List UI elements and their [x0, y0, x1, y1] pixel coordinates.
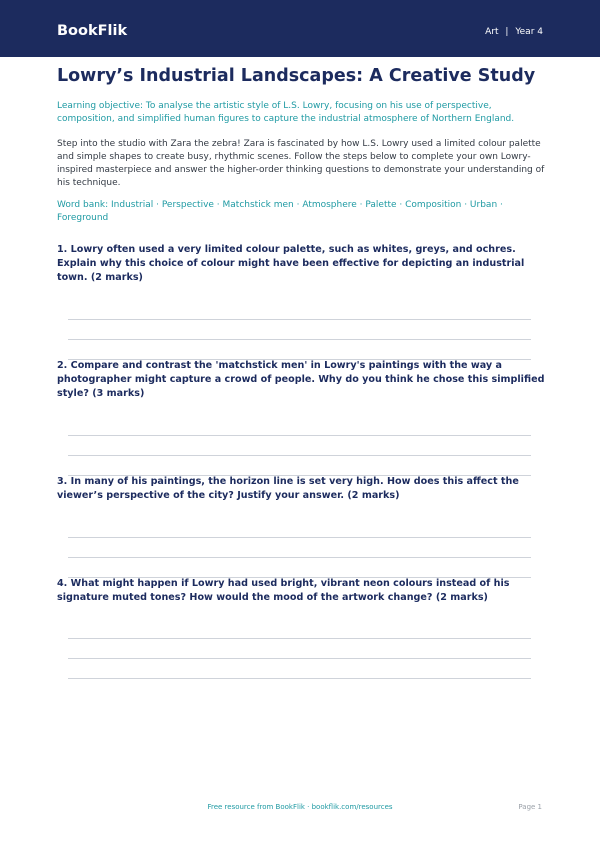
question-2: 2. Compare and contrast the 'matchstick men' in Lowry's paintings with the way a photographer might capture a crowd of people. Why do you think he chose this simplified style? (3 marks) [57, 360, 545, 399]
intro-paragraph: Step into the studio with Zara the zebra! Zara is fascinated by how L.S. Lowry used a limited colour palette and simple shapes to create busy, rhythmic scenes. Follow the steps below to complete your own Lowry-inspired masterpiece and answer the higher-order thinking questions to demonstrate your understanding of his technique. [57, 139, 545, 188]
answer-line[interactable] [68, 319, 531, 320]
answer-line[interactable] [68, 537, 531, 538]
answer-line[interactable] [68, 557, 531, 558]
answer-line[interactable] [68, 638, 531, 639]
question-1: 1. Lowry often used a very limited colour palette, such as whites, greys, and ochres. Explain why this choice of colour might have been effective for depicting an industrial town. (2 marks) [57, 244, 525, 283]
brand-logo-text[interactable]: BookFlik [57, 23, 128, 39]
header-bar [0, 0, 600, 57]
footer-link[interactable]: Free resource from BookFlik · bookflik.com/resources [207, 803, 393, 811]
page-title: Lowry’s Industrial Landscapes: A Creative Study [57, 66, 536, 86]
subject-year-label [485, 27, 543, 37]
question-3: 3. In many of his paintings, the horizon line is set very high. How does this affect the viewer’s perspective of the city? Justify your answer. (2 marks) [57, 476, 519, 501]
subject-label: Art [485, 27, 499, 37]
question-4: 4. What might happen if Lowry had used bright, vibrant neon colours instead of his signature muted tones? How would the mood of the artwork change? (2 marks) [57, 578, 510, 603]
word-bank: Word bank: Industrial · Perspective · Matchstick men · Atmosphere · Palette · Composition · Urban · Foreground [57, 200, 503, 223]
answer-line[interactable] [68, 435, 531, 436]
answer-line[interactable] [68, 658, 531, 659]
answer-line[interactable] [68, 455, 531, 456]
answer-line[interactable] [68, 339, 531, 340]
learning-objective: Learning objective: To analyse the artistic style of L.S. Lowry, focusing on his use of perspective, composition, and simplified human figures to capture the industrial atmosphere of Northern England. [57, 101, 515, 124]
answer-line[interactable] [68, 678, 531, 679]
page-number: Page 1 [518, 803, 542, 811]
year-label: Year 4 [515, 27, 543, 37]
meta-separator: | [505, 27, 509, 37]
